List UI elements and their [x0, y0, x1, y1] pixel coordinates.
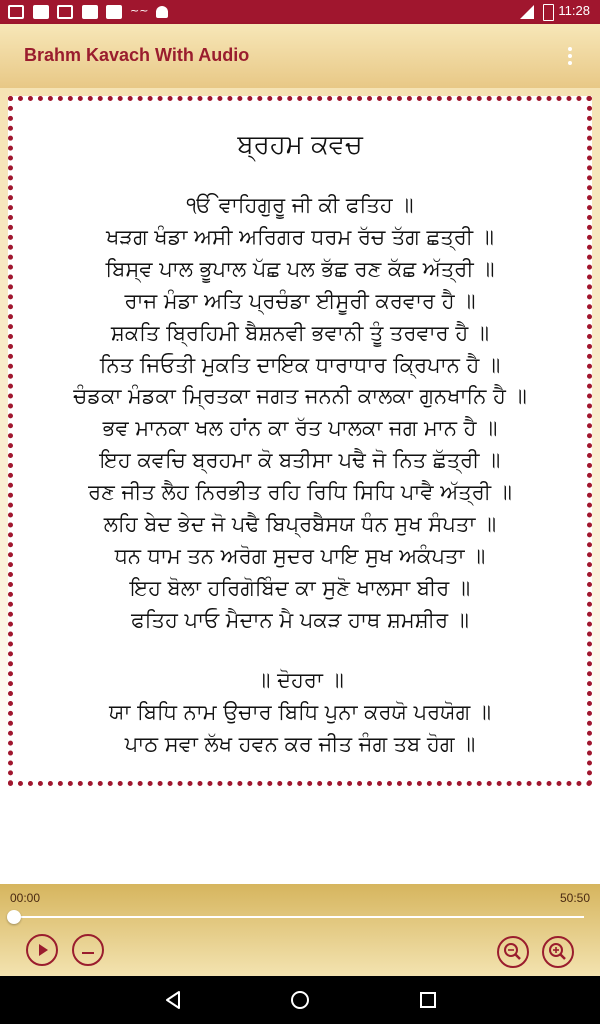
recents-icon[interactable]: [416, 988, 440, 1012]
play-button[interactable]: [26, 934, 58, 966]
verse-line: ੴ ਵਾਹਿਗੁਰੂ ਜੀ ਕੀ ਫਤਿਹ ॥: [186, 193, 414, 217]
zoom-in-button[interactable]: [542, 936, 574, 968]
zoom-out-icon: [499, 938, 527, 966]
more-vert-icon[interactable]: [560, 44, 580, 68]
signal-icon: [520, 5, 534, 19]
verse-line: ਲਹਿ ਬੇਦ ਭੇਦ ਜੋ ਪਢੈ ਬਿਪ੍ਰਬੈਸਯ ਧੰਨ ਸੁਖ ਸੰਪਤਾ ॥: [103, 512, 497, 537]
image-icon: [8, 5, 24, 19]
message-icon: [57, 5, 73, 19]
verse-text: [0, 190, 600, 760]
message-icon: [33, 5, 49, 19]
current-time: 00:00: [10, 891, 41, 905]
back-icon[interactable]: [162, 988, 186, 1012]
seek-bar[interactable]: [14, 916, 584, 918]
notification-icon: [82, 5, 98, 19]
dohra-line: ਯਾ ਬਿਧਿ ਨਾਮ ਉਚਾਰ ਬਿਧਿ ਪੁਨਾ ਕਰਯੋ ਪਰਯੋਗ ॥: [108, 699, 492, 724]
seek-thumb[interactable]: [7, 910, 21, 924]
verse-line: ਫਤਿਹ ਪਾਓ ਮੈਦਾਨ ਮੈ ਪਕੜ ਹਾਥ ਸ਼ਮਸ਼ੀਰ ॥: [131, 607, 469, 632]
status-time: 11:28: [558, 3, 590, 18]
tweak-icon: ~~: [130, 4, 149, 17]
navigation-bar: [0, 976, 600, 1024]
zoom-in-icon: [544, 938, 572, 966]
app-title: Brahm Kavach With Audio: [24, 45, 250, 65]
battery-charging-icon: [543, 4, 554, 21]
stop-icon: [74, 936, 102, 964]
stop-button[interactable]: [72, 934, 104, 966]
verse-line: ਇਹ ਬੋਲਾ ਹਰਿਗੋਬਿੰਦ ਕਾ ਸੁਣੋ ਖਾਲਸਾ ਬੀਰ ॥: [129, 575, 471, 600]
status-bar: [0, 0, 600, 24]
verse-line: ਰਾਜ ਮੰਡਾ ਅਤਿ ਪ੍ਰਚੰਡਾ ਈਸੂਰੀ ਕਰਵਾਰ ਹੈ ॥: [124, 288, 476, 313]
verse-line: ਰਣ ਜੀਤ ਲੈਹ ਨਿਰਭੀਤ ਰਹਿ ਰਿਧਿ ਸਿਧਿ ਪਾਵੈ ਅੱਤ੍ਰੀ ॥: [88, 480, 512, 505]
play-icon: [28, 936, 56, 964]
app-bar: [0, 24, 600, 88]
verse-line: ਇਹ ਕਵਚਿ ਬ੍ਰਹਮਾ ਕੋ ਬਤੀਸਾ ਪਢੈ ਜੋ ਨਿਤ ਛੱਤ੍ਰੀ ॥: [99, 448, 501, 473]
verse-line: ਖੜਗ ਖੰਡਾ ਅਸੀ ਅਰਿਗਰ ਧਰਮ ਰੱਚ ਤੱਗ ਛਤ੍ਰੀ ॥: [106, 224, 494, 249]
audio-player: [0, 884, 600, 976]
zoom-out-button[interactable]: [497, 936, 529, 968]
total-time: 50:50: [559, 891, 590, 905]
dohra-line: ਪਾਠ ਸਵਾ ਲੱਖ ਹਵਨ ਕਰ ਜੀਤ ਜੰਗ ਤਬ ਹੋਗ ॥: [124, 731, 476, 756]
verse-line: ਧਨ ਧਾਮ ਤਨ ਅਰੋਗ ਸੁਦਰ ਪਾਇ ਸੁਖ ਅਕੰਪਤਾ ॥: [114, 543, 486, 568]
home-icon[interactable]: [288, 988, 312, 1012]
verse-line: ਨਿਤ ਜਿਓਤੀ ਮੁਕਤਿ ਦਾਇਕ ਧਾਰਾਧਾਰ ਕ੍ਰਿਪਾਨ ਹੈ ॥: [99, 352, 501, 377]
dohra-title: ॥ ਦੋਹਰਾ ॥: [256, 667, 344, 692]
verse-line: ਬਿਸ੍ਵ ਪਾਲ ਭੂਪਾਲ ਪੱਛ ਪਲ ਭੱਛ ਰਣ ਕੱਛ ਅੱਤ੍ਰੀ ॥: [105, 256, 495, 281]
page-title: ਬ੍ਰਹਮ ਕਵਚ: [237, 130, 363, 160]
notification-icon: [106, 5, 122, 19]
verse-line: ਸ਼ਕਤਿ ਬ੍ਰਿਹਿਮੀ ਬੈਸ਼ਨਵੀ ਭਵਾਨੀ ਤੂੰ ਤਰਵਾਰ ਹੈ ॥: [110, 320, 490, 345]
android-icon: [156, 6, 168, 18]
verse-line: ਭਵ ਮਾਨਕਾ ਖਲ ਹਾਂਨ ਕਾ ਰੱਤ ਪਾਲਕਾ ਜਗ ਮਾਨ ਹੈ ॥: [102, 416, 498, 441]
verse-line: ਚੰਡਕਾ ਮੰਡਕਾ ਮ੍ਰਿਤਕਾ ਜਗਤ ਜਨਨੀ ਕਾਲਕਾ ਗੁਨਖਾਨਿ ਹੈ ॥: [73, 384, 527, 409]
